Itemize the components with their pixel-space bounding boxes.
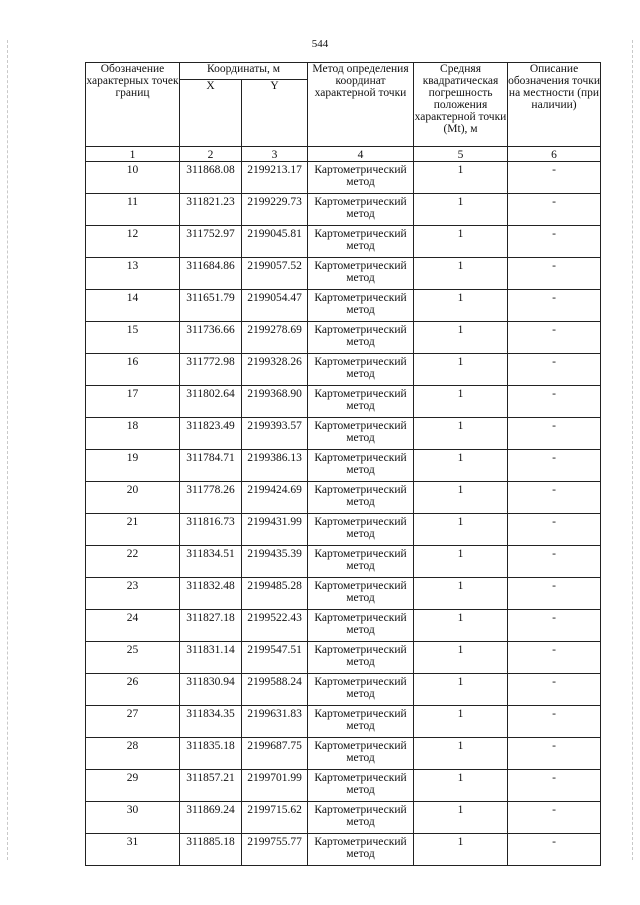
coord-x-value: 311821.23 <box>180 194 242 226</box>
method-value <box>308 546 414 578</box>
method-line2: метод <box>346 336 375 348</box>
method-line2: метод <box>346 560 375 572</box>
mt-value: 1 <box>414 514 508 546</box>
table-row <box>86 386 601 418</box>
coord-x-value: 311834.51 <box>180 546 242 578</box>
coord-x-value: 311802.64 <box>180 386 242 418</box>
point-number: 19 <box>86 450 180 482</box>
column-number-row <box>86 147 601 162</box>
method-line1: Картометрический <box>314 292 407 304</box>
coord-y-value: 2199435.39 <box>242 546 308 578</box>
coord-x-value: 311827.18 <box>180 610 242 642</box>
mt-value: 1 <box>414 642 508 674</box>
method-line2: метод <box>346 688 375 700</box>
method-line2: метод <box>346 816 375 828</box>
method-line2: метод <box>346 464 375 476</box>
method-line1: Картометрический <box>314 740 407 752</box>
page-number: 544 <box>311 38 329 50</box>
table-row <box>86 514 601 546</box>
description-value: - <box>508 514 601 546</box>
coord-y-value: 2199715.62 <box>242 802 308 834</box>
description-value: - <box>508 578 601 610</box>
method-line1: Картометрический <box>314 548 407 560</box>
right-binding-line <box>632 40 633 860</box>
point-number: 30 <box>86 802 180 834</box>
table-body <box>86 162 601 866</box>
method-value <box>308 578 414 610</box>
coord-y-value: 2199522.43 <box>242 610 308 642</box>
method-line2: метод <box>346 784 375 796</box>
coord-x-value: 311835.18 <box>180 738 242 770</box>
method-line1: Картометрический <box>314 708 407 720</box>
coord-y-value: 2199368.90 <box>242 386 308 418</box>
table-row <box>86 802 601 834</box>
mt-value: 1 <box>414 834 508 866</box>
coord-x-value: 311772.98 <box>180 354 242 386</box>
method-line2: метод <box>346 624 375 636</box>
method-line1: Картометрический <box>314 388 407 400</box>
column-number: 1 <box>86 147 180 162</box>
point-number: 20 <box>86 482 180 514</box>
coord-y-value: 2199588.24 <box>242 674 308 706</box>
mt-value: 1 <box>414 674 508 706</box>
point-number: 14 <box>86 290 180 322</box>
method-value <box>308 226 414 258</box>
point-number: 10 <box>86 162 180 194</box>
description-value: - <box>508 450 601 482</box>
table-row <box>86 162 601 194</box>
table-row <box>86 546 601 578</box>
table-row <box>86 450 601 482</box>
mt-value: 1 <box>414 418 508 450</box>
mt-value: 1 <box>414 226 508 258</box>
method-line1: Картометрический <box>314 612 407 624</box>
table-row <box>86 738 601 770</box>
mt-value: 1 <box>414 802 508 834</box>
coord-x-value: 311752.97 <box>180 226 242 258</box>
method-line2: метод <box>346 368 375 380</box>
table-row <box>86 770 601 802</box>
method-line2: метод <box>346 496 375 508</box>
point-number: 24 <box>86 610 180 642</box>
point-number: 27 <box>86 706 180 738</box>
method-value <box>308 802 414 834</box>
coord-x-value: 311816.73 <box>180 514 242 546</box>
method-line1: Картометрический <box>314 324 407 336</box>
method-line2: метод <box>346 656 375 668</box>
coord-x-value: 311869.24 <box>180 802 242 834</box>
coord-y-value: 2199328.26 <box>242 354 308 386</box>
table-row <box>86 674 601 706</box>
coord-y-value: 2199213.17 <box>242 162 308 194</box>
coord-y-value: 2199393.57 <box>242 418 308 450</box>
table-row <box>86 354 601 386</box>
coord-y-value: 2199054.47 <box>242 290 308 322</box>
method-value <box>308 738 414 770</box>
method-line1: Картометрический <box>314 836 407 848</box>
coord-x-value: 311834.35 <box>180 706 242 738</box>
table-row <box>86 642 601 674</box>
method-line2: метод <box>346 272 375 284</box>
coord-x-value: 311823.49 <box>180 418 242 450</box>
coord-y-value: 2199755.77 <box>242 834 308 866</box>
coord-y-value: 2199278.69 <box>242 322 308 354</box>
header-coord-x: X <box>180 80 242 147</box>
coord-x-value: 311832.48 <box>180 578 242 610</box>
method-value <box>308 194 414 226</box>
mt-value: 1 <box>414 546 508 578</box>
point-number: 17 <box>86 386 180 418</box>
coord-x-value: 311684.86 <box>180 258 242 290</box>
description-value: - <box>508 482 601 514</box>
method-value <box>308 418 414 450</box>
table-row <box>86 578 601 610</box>
coord-y-value: 2199431.99 <box>242 514 308 546</box>
description-value: - <box>508 322 601 354</box>
table-row <box>86 706 601 738</box>
coord-x-value: 311736.66 <box>180 322 242 354</box>
point-number: 26 <box>86 674 180 706</box>
method-value <box>308 258 414 290</box>
table-row <box>86 226 601 258</box>
column-number: 6 <box>508 147 601 162</box>
point-number: 31 <box>86 834 180 866</box>
description-value: - <box>508 802 601 834</box>
description-value: - <box>508 194 601 226</box>
table-row <box>86 482 601 514</box>
method-value <box>308 482 414 514</box>
mt-value: 1 <box>414 482 508 514</box>
description-value: - <box>508 418 601 450</box>
mt-value: 1 <box>414 706 508 738</box>
coord-x-value: 311857.21 <box>180 770 242 802</box>
method-line1: Картометрический <box>314 228 407 240</box>
description-value: - <box>508 642 601 674</box>
method-value <box>308 450 414 482</box>
coord-y-value: 2199386.13 <box>242 450 308 482</box>
header-description: Описание обозначения точки на местности (при наличии) <box>508 63 601 147</box>
description-value: - <box>508 610 601 642</box>
method-line1: Картометрический <box>314 452 407 464</box>
table-row <box>86 194 601 226</box>
description-value: - <box>508 546 601 578</box>
point-number: 13 <box>86 258 180 290</box>
coord-x-value: 311784.71 <box>180 450 242 482</box>
header-coordinates: Координаты, м <box>180 63 308 80</box>
table-row <box>86 258 601 290</box>
method-line2: метод <box>346 592 375 604</box>
method-line2: метод <box>346 720 375 732</box>
description-value: - <box>508 354 601 386</box>
point-number: 25 <box>86 642 180 674</box>
method-value <box>308 674 414 706</box>
point-number: 22 <box>86 546 180 578</box>
coord-y-value: 2199424.69 <box>242 482 308 514</box>
mt-value: 1 <box>414 258 508 290</box>
description-value: - <box>508 770 601 802</box>
method-value <box>308 290 414 322</box>
description-value: - <box>508 226 601 258</box>
method-value <box>308 162 414 194</box>
method-line1: Картометрический <box>314 676 407 688</box>
method-line1: Картометрический <box>314 580 407 592</box>
coord-y-value: 2199547.51 <box>242 642 308 674</box>
mt-value: 1 <box>414 578 508 610</box>
method-line2: метод <box>346 400 375 412</box>
method-value <box>308 322 414 354</box>
header-coord-y: Y <box>242 80 308 147</box>
table-row <box>86 834 601 866</box>
mt-value: 1 <box>414 770 508 802</box>
column-number: 5 <box>414 147 508 162</box>
coord-x-value: 311651.79 <box>180 290 242 322</box>
coord-x-value: 311868.08 <box>180 162 242 194</box>
method-line1: Картометрический <box>314 772 407 784</box>
header-point-designation: Обозначение характерных точек границ <box>86 63 180 147</box>
method-line1: Картометрический <box>314 260 407 272</box>
left-binding-line <box>7 40 8 860</box>
description-value: - <box>508 674 601 706</box>
description-value: - <box>508 706 601 738</box>
point-number: 11 <box>86 194 180 226</box>
point-number: 18 <box>86 418 180 450</box>
table-row <box>86 610 601 642</box>
method-value <box>308 610 414 642</box>
header-method: Метод определения координат характерной точки <box>308 63 414 147</box>
method-line1: Картометрический <box>314 164 407 176</box>
mt-value: 1 <box>414 450 508 482</box>
method-line2: метод <box>346 528 375 540</box>
method-line2: метод <box>346 752 375 764</box>
method-line1: Картометрический <box>314 196 407 208</box>
method-line2: метод <box>346 176 375 188</box>
method-line1: Картометрический <box>314 516 407 528</box>
method-value <box>308 770 414 802</box>
description-value: - <box>508 290 601 322</box>
mt-value: 1 <box>414 610 508 642</box>
header-mean-square-error: Средняя квадратическая погрешность положения характерной точки (Mt), м <box>414 63 508 147</box>
point-number: 15 <box>86 322 180 354</box>
point-number: 23 <box>86 578 180 610</box>
description-value: - <box>508 386 601 418</box>
method-line1: Картометрический <box>314 356 407 368</box>
point-number: 21 <box>86 514 180 546</box>
method-value <box>308 834 414 866</box>
point-number: 28 <box>86 738 180 770</box>
mt-value: 1 <box>414 738 508 770</box>
method-value <box>308 354 414 386</box>
coord-y-value: 2199687.75 <box>242 738 308 770</box>
description-value: - <box>508 162 601 194</box>
point-number: 16 <box>86 354 180 386</box>
coord-x-value: 311885.18 <box>180 834 242 866</box>
coord-y-value: 2199485.28 <box>242 578 308 610</box>
coord-y-value: 2199057.52 <box>242 258 308 290</box>
method-value <box>308 514 414 546</box>
method-value <box>308 386 414 418</box>
mt-value: 1 <box>414 354 508 386</box>
method-line2: метод <box>346 848 375 860</box>
method-line1: Картометрический <box>314 484 407 496</box>
coord-y-value: 2199229.73 <box>242 194 308 226</box>
coord-y-value: 2199701.99 <box>242 770 308 802</box>
table-row <box>86 322 601 354</box>
mt-value: 1 <box>414 322 508 354</box>
method-line1: Картометрический <box>314 644 407 656</box>
method-line1: Картометрический <box>314 804 407 816</box>
method-value <box>308 642 414 674</box>
method-value <box>308 706 414 738</box>
method-line2: метод <box>346 208 375 220</box>
column-number: 4 <box>308 147 414 162</box>
point-number: 12 <box>86 226 180 258</box>
column-number: 3 <box>242 147 308 162</box>
coord-x-value: 311778.26 <box>180 482 242 514</box>
method-line2: метод <box>346 432 375 444</box>
column-number: 2 <box>180 147 242 162</box>
mt-value: 1 <box>414 386 508 418</box>
table-row <box>86 418 601 450</box>
method-line2: метод <box>346 240 375 252</box>
coordinates-table <box>85 62 601 866</box>
method-line1: Картометрический <box>314 420 407 432</box>
coord-y-value: 2199045.81 <box>242 226 308 258</box>
point-number: 29 <box>86 770 180 802</box>
description-value: - <box>508 738 601 770</box>
description-value: - <box>508 258 601 290</box>
mt-value: 1 <box>414 290 508 322</box>
description-value: - <box>508 834 601 866</box>
coord-x-value: 311830.94 <box>180 674 242 706</box>
coord-y-value: 2199631.83 <box>242 706 308 738</box>
coord-x-value: 311831.14 <box>180 642 242 674</box>
mt-value: 1 <box>414 162 508 194</box>
table-row <box>86 290 601 322</box>
mt-value: 1 <box>414 194 508 226</box>
method-line2: метод <box>346 304 375 316</box>
